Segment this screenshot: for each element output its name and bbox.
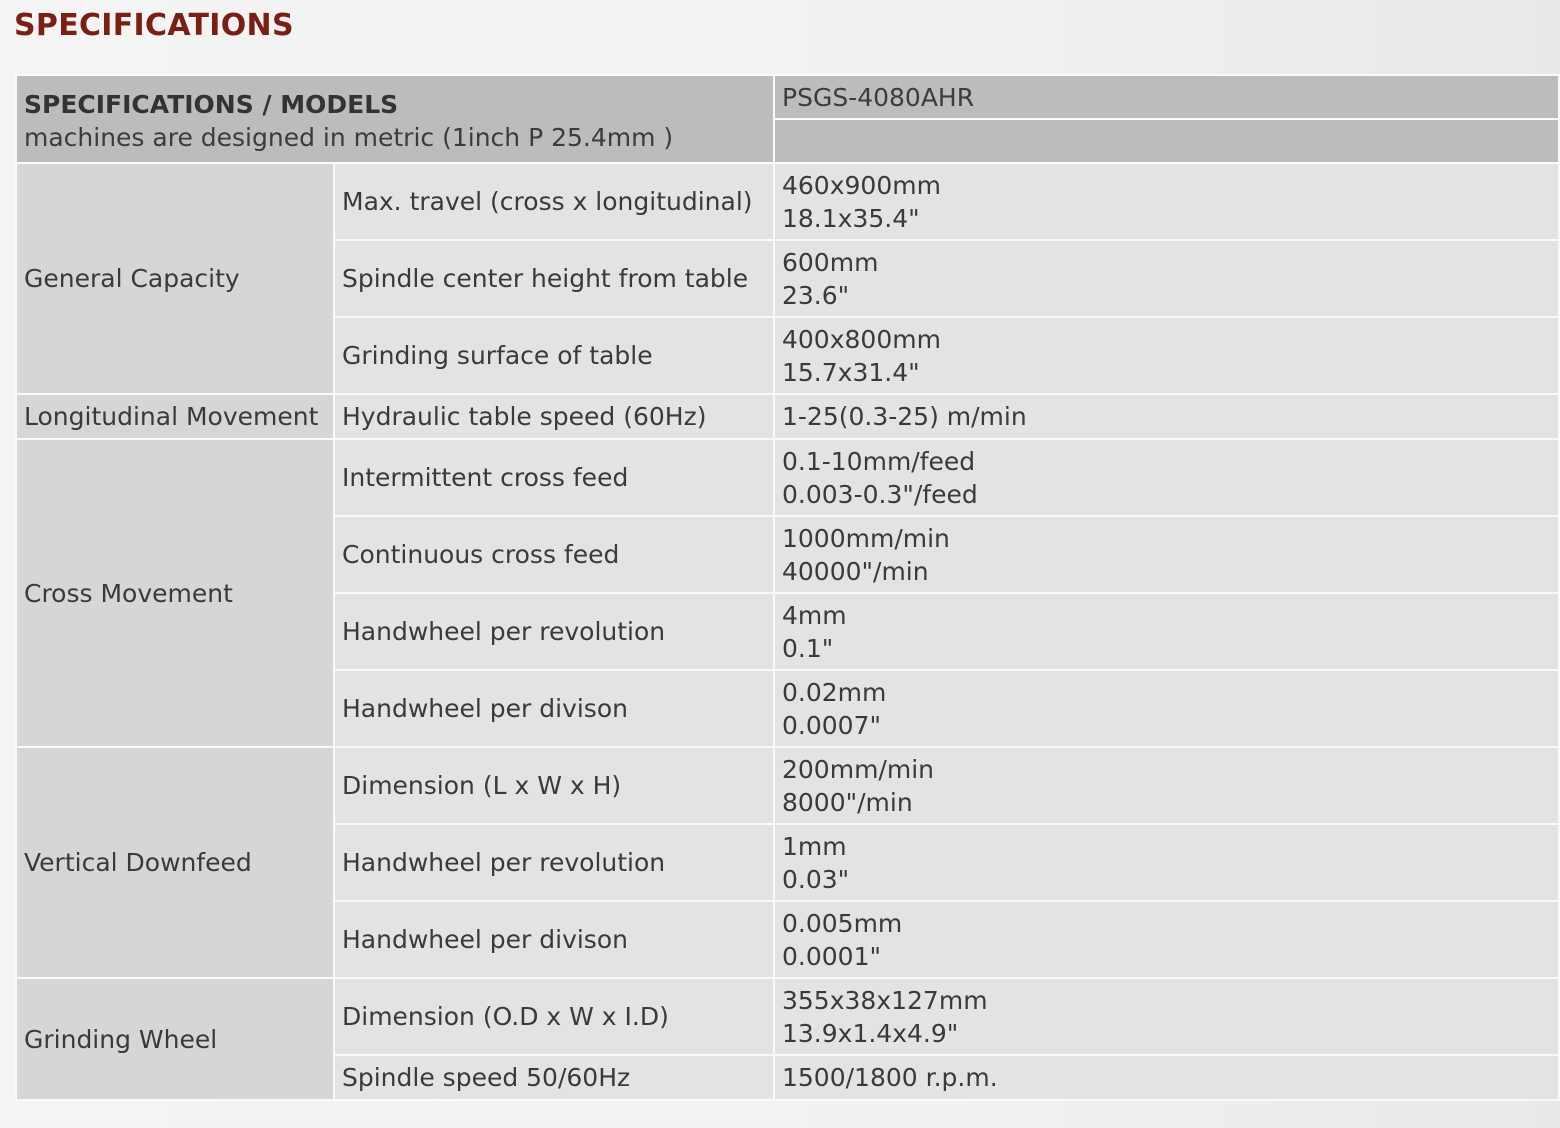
header-title-cell [16,75,774,163]
table-row [16,747,1559,824]
spec-label-cell: Handwheel per divison [334,670,774,747]
spec-label-cell: Dimension (O.D x W x I.D) [334,978,774,1055]
spec-value-imperial: 0.0001" [782,941,881,971]
spec-value-cell [774,1055,1559,1100]
spec-label-cell: Handwheel per revolution [334,824,774,901]
spec-value-cell [774,670,1559,747]
spec-value-metric: 0.1-10mm/feed [782,446,976,476]
spec-value-imperial: 15.7x31.4" [782,357,920,387]
spec-value-imperial: 0.1" [782,633,834,663]
spec-label-cell: Handwheel per revolution [334,593,774,670]
spec-value-imperial: 8000"/min [782,787,913,817]
specifications-table [15,74,1560,1101]
specifications-table-body [16,75,1559,1100]
spec-label-cell: Max. travel (cross x longitudinal) [334,163,774,240]
spec-label-cell: Intermittent cross feed [334,439,774,516]
table-row [16,163,1559,240]
table-row [16,394,1559,439]
spec-value-metric: 1000mm/min [782,523,950,553]
spec-value-cell [774,394,1559,439]
model-name-cell: PSGS-4080AHR [774,75,1559,119]
spec-value-metric: 400x800mm [782,324,941,354]
section-title: SPECIFICATIONS [14,8,294,43]
spec-value-imperial: 40000"/min [782,556,929,586]
spec-value-metric: 0.005mm [782,908,903,938]
spec-value-metric: 0.02mm [782,677,887,707]
table-row [16,439,1559,516]
spec-value-metric: 1500/1800 r.p.m. [782,1063,998,1092]
spec-value-imperial: 0.03" [782,864,850,894]
spec-value-imperial: 23.6" [782,280,850,310]
header-title: SPECIFICATIONS / MODELS [24,90,399,119]
spec-value-cell [774,978,1559,1055]
spec-value-cell [774,516,1559,593]
spec-value-metric: 460x900mm [782,170,941,200]
spec-value-metric: 4mm [782,600,847,630]
header-subtitle: machines are designed in metric (1inch P 25.4mm ) [24,123,674,152]
table-row [16,978,1559,1055]
spec-value-cell [774,747,1559,824]
group-name-cell: Longitudinal Movement [16,394,334,439]
spec-label-cell: Spindle center height from table [334,240,774,317]
spec-label-cell: Hydraulic table speed (60Hz) [334,394,774,439]
spec-value-metric: 200mm/min [782,754,934,784]
spec-value-cell [774,901,1559,978]
group-name-cell: Vertical Downfeed [16,747,334,978]
table-header-row [16,75,1559,119]
spec-value-metric: 355x38x127mm [782,985,988,1015]
spec-value-metric: 1mm [782,831,847,861]
group-name-cell: Grinding Wheel [16,978,334,1100]
spec-value-metric: 600mm [782,247,879,277]
spec-value-cell [774,439,1559,516]
spec-value-metric: 1-25(0.3-25) m/min [782,402,1027,431]
spec-label-cell: Grinding surface of table [334,317,774,394]
spec-value-cell [774,317,1559,394]
spec-label-cell: Handwheel per divison [334,901,774,978]
group-name-cell: Cross Movement [16,439,334,747]
spec-value-imperial: 0.0007" [782,710,881,740]
spec-label-cell: Spindle speed 50/60Hz [334,1055,774,1100]
spec-label-cell: Continuous cross feed [334,516,774,593]
spec-value-imperial: 0.003-0.3"/feed [782,479,978,509]
spec-value-imperial: 13.9x1.4x4.9" [782,1018,959,1048]
group-name-cell: General Capacity [16,163,334,394]
spec-value-cell [774,163,1559,240]
spec-label-cell: Dimension (L x W x H) [334,747,774,824]
spec-value-imperial: 18.1x35.4" [782,203,920,233]
spec-value-cell [774,824,1559,901]
model-empty-cell [774,119,1559,163]
spec-value-cell [774,240,1559,317]
spec-value-cell [774,593,1559,670]
